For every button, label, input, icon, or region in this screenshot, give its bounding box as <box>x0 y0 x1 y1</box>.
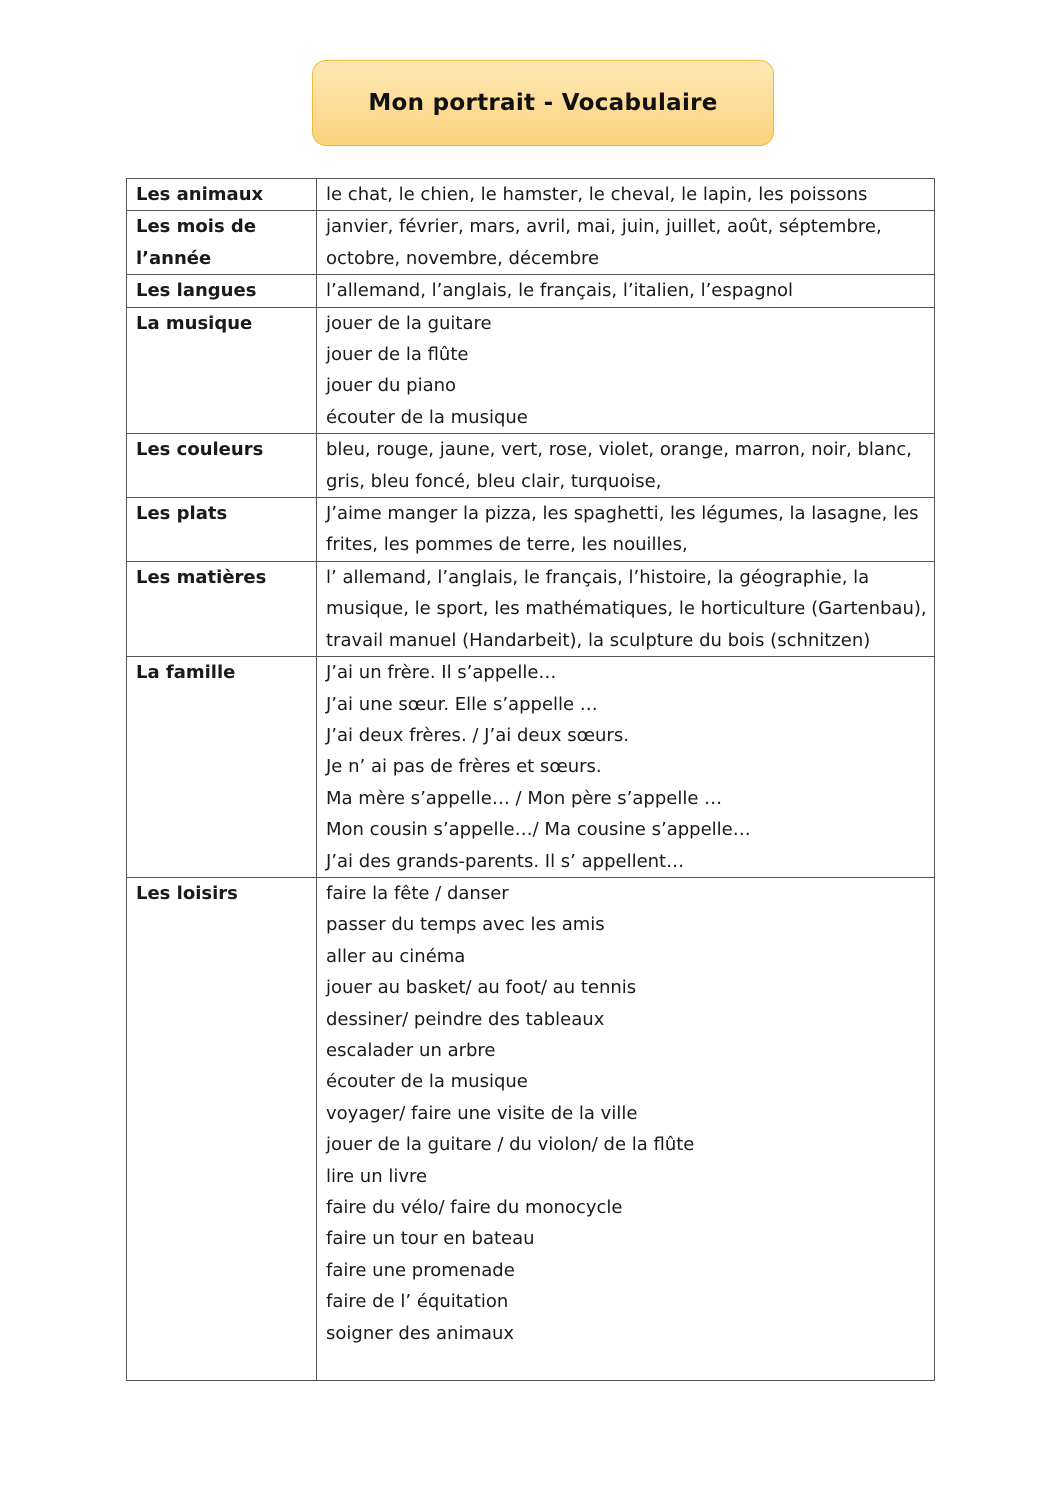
vocabulary-line: jouer de la guitare / du violon/ de la flûte <box>326 1134 695 1156</box>
vocabulary-cell <box>317 307 935 434</box>
table-row <box>127 498 935 562</box>
category-cell: Les matières <box>127 561 317 656</box>
vocabulary-line: J’aime manger la pizza, les spaghetti, les légumes, la lasagne, les <box>326 503 919 525</box>
title-box <box>312 60 774 146</box>
vocabulary-line: écouter de la musique <box>326 1071 528 1093</box>
vocabulary-line: escalader un arbre <box>326 1039 496 1061</box>
vocabulary-line: faire du vélo/ faire du monocycle <box>326 1197 623 1218</box>
category-cell: La musique <box>127 307 317 434</box>
vocabulary-line: le chat, le chien, le hamster, le cheval, le lapin, les poissons <box>326 184 868 205</box>
vocabulary-line: jouer de la flûte <box>326 344 469 366</box>
category-cell: Les mois de l’année <box>127 211 317 275</box>
vocabulary-line: l’ allemand, l’anglais, le français, l’histoire, la géographie, la <box>326 566 870 588</box>
table-row <box>127 434 935 498</box>
vocabulary-line: musique, le sport, les mathématiques, le horticulture (Gartenbau), <box>326 598 927 620</box>
vocabulary-line: Mon cousin s’appelle…/ Ma cousine s’appelle… <box>326 819 751 841</box>
vocabulary-line: soigner des animaux <box>326 1322 515 1344</box>
vocabulary-line: lire un livre <box>326 1165 428 1187</box>
vocabulary-line: travail manuel (Handarbeit), la sculpture du bois (schnitzen) <box>326 629 871 651</box>
vocabulary-cell <box>317 434 935 498</box>
vocabulary-line: faire la fête / danser <box>326 882 509 904</box>
table-row <box>127 211 935 275</box>
vocabulary-line: jouer au basket/ au foot/ au tennis <box>326 977 637 999</box>
vocabulary-line: voyager/ faire une visite de la ville <box>326 1102 638 1124</box>
vocabulary-line: faire un tour en bateau <box>326 1228 535 1250</box>
vocabulary-table <box>126 178 935 1381</box>
category-cell: Les loisirs <box>127 877 317 1380</box>
vocabulary-line: frites, les pommes de terre, les nouilles, <box>326 534 688 556</box>
vocabulary-line: octobre, novembre, décembre <box>326 247 600 269</box>
vocabulary-line: jouer de la guitare <box>326 312 492 334</box>
category-cell: Les couleurs <box>127 434 317 498</box>
vocabulary-cell <box>317 657 935 878</box>
table-row <box>127 877 935 1380</box>
vocabulary-line: bleu, rouge, jaune, vert, rose, violet, orange, marron, noir, blanc, <box>326 439 912 461</box>
vocabulary-line: J’ai des grands-parents. Il s’ appellent… <box>326 850 685 872</box>
vocabulary-cell <box>317 561 935 656</box>
category-cell: La famille <box>127 657 317 878</box>
table-row <box>127 307 935 434</box>
category-cell: Les animaux <box>127 179 317 211</box>
vocabulary-line: J’ai une sœur. Elle s’appelle … <box>326 693 598 715</box>
vocabulary-line: l’allemand, l’anglais, le français, l’italien, l’espagnol <box>326 280 794 302</box>
vocabulary-cell <box>317 275 935 307</box>
vocabulary-line: écouter de la musique <box>326 406 528 428</box>
vocabulary-line: J’ai deux frères. / J’ai deux sœurs. <box>326 724 629 746</box>
category-cell: Les langues <box>127 275 317 307</box>
table-row <box>127 275 935 307</box>
vocabulary-line: Ma mère s’appelle… / Mon père s’appelle … <box>326 787 723 809</box>
vocabulary-line: aller au cinéma <box>326 945 466 967</box>
vocabulary-line: J’ai un frère. Il s’appelle… <box>326 662 557 684</box>
vocabulary-line: gris, bleu foncé, bleu clair, turquoise, <box>326 470 662 492</box>
vocabulary-line: janvier, février, mars, avril, mai, juin, juillet, août, séptembre, <box>326 216 882 238</box>
vocabulary-line: jouer du piano <box>326 375 457 397</box>
vocabulary-line: dessiner/ peindre des tableaux <box>326 1008 605 1030</box>
vocabulary-line: passer du temps avec les amis <box>326 914 605 936</box>
category-cell: Les plats <box>127 498 317 562</box>
vocabulary-cell <box>317 211 935 275</box>
vocabulary-cell <box>317 179 935 211</box>
vocabulary-line: Je n’ ai pas de frères et sœurs. <box>326 756 602 778</box>
vocabulary-line: faire une promenade <box>326 1259 515 1281</box>
vocabulary-cell <box>317 877 935 1380</box>
table-row <box>127 657 935 878</box>
vocabulary-line: faire de l’ équitation <box>326 1291 509 1313</box>
page-title: Mon portrait - Vocabulaire <box>368 90 718 116</box>
vocabulary-cell <box>317 498 935 562</box>
table-row <box>127 179 935 211</box>
table-row <box>127 561 935 656</box>
